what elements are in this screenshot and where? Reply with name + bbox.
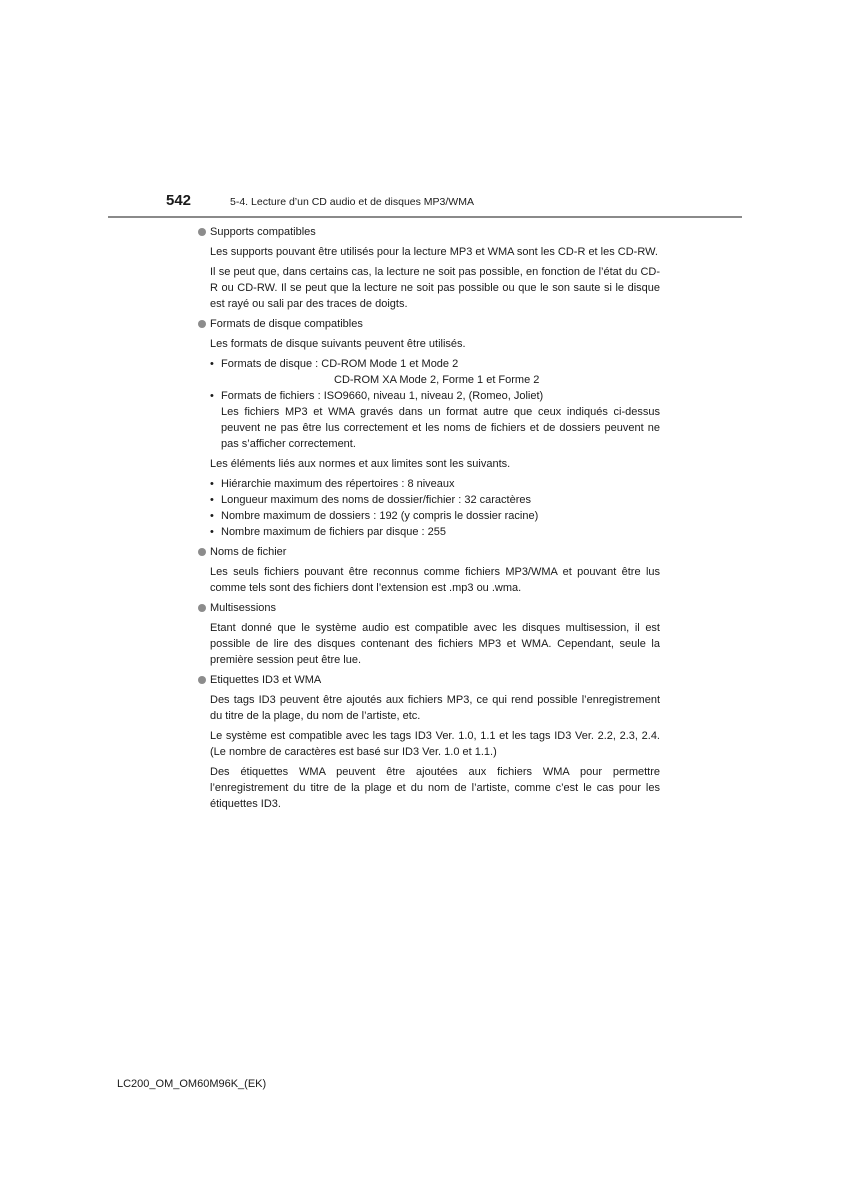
limit-text: Hiérarchie maximum des répertoires : 8 niveaux bbox=[221, 478, 455, 490]
heading-text: Etiquettes ID3 et WMA bbox=[210, 674, 322, 686]
limit-text: Nombre maximum de fichiers par disque : 255 bbox=[221, 526, 446, 538]
limits-list bbox=[198, 476, 660, 540]
file-format-line: Formats de fichiers : ISO9660, niveau 1, niveau 2, (Romeo, Joliet) bbox=[221, 390, 544, 402]
page-header bbox=[0, 192, 848, 218]
small-bullet-icon: • bbox=[210, 494, 214, 506]
heading-text: Supports compatibles bbox=[210, 226, 316, 238]
small-bullet-icon: • bbox=[210, 478, 214, 490]
circle-bullet-icon bbox=[198, 676, 206, 684]
list-item bbox=[210, 476, 660, 492]
list-item bbox=[210, 524, 660, 540]
circle-bullet-icon bbox=[198, 320, 206, 328]
section-heading-filenames bbox=[198, 544, 660, 560]
list-item bbox=[210, 492, 660, 508]
footer-doc-code: LC200_OM_OM60M96K_(EK) bbox=[117, 1078, 267, 1090]
paragraph: Les éléments liés aux normes et aux limites sont les suivants. bbox=[210, 458, 511, 470]
list-item bbox=[210, 356, 660, 388]
paragraph: Il se peut que, dans certains cas, la lecture ne soit pas possible, en fonction de l’état du CD-R ou CD-RW. Il se peut que la lecture ne soit pas possible ou que le son saute si le disque est rayé ou sali par des traces de doigts. bbox=[210, 266, 660, 310]
small-bullet-icon: • bbox=[210, 358, 214, 370]
small-bullet-icon: • bbox=[210, 390, 214, 402]
formats-list bbox=[198, 356, 660, 452]
small-bullet-icon: • bbox=[210, 526, 214, 538]
header-divider bbox=[108, 216, 742, 218]
disk-format-value: CD-ROM Mode 1 et Mode 2 bbox=[321, 358, 459, 370]
section-heading-formats bbox=[198, 316, 660, 332]
list-item bbox=[210, 508, 660, 524]
circle-bullet-icon bbox=[198, 604, 206, 612]
circle-bullet-icon bbox=[198, 548, 206, 556]
section-title: 5-4. Lecture d’un CD audio et de disques MP3/WMA bbox=[230, 196, 474, 208]
paragraph: Le système est compatible avec les tags ID3 Ver. 1.0, 1.1 et les tags ID3 Ver. 2.2, 2.3, 2.4. (Le nombre de caractères est basé sur ID3 Ver. 1.0 et 1.1.) bbox=[210, 730, 660, 758]
disk-format-label: Formats de disque : bbox=[221, 358, 322, 370]
limit-text: Nombre maximum de dossiers : 192 (y compris le dossier racine) bbox=[221, 510, 539, 522]
circle-bullet-icon bbox=[198, 228, 206, 236]
section-heading-tags bbox=[198, 672, 660, 688]
page-content bbox=[198, 224, 660, 816]
heading-text: Noms de fichier bbox=[210, 546, 287, 558]
disk-format-value: CD-ROM XA Mode 2, Forme 1 et Forme 2 bbox=[334, 374, 540, 386]
paragraph: Les supports pouvant être utilisés pour la lecture MP3 et WMA sont les CD-R et les CD-RW. bbox=[210, 246, 658, 258]
list-item bbox=[210, 388, 660, 452]
page-number: 542 bbox=[166, 192, 192, 209]
section-heading-supports bbox=[198, 224, 660, 240]
paragraph: Les seuls fichiers pouvant être reconnus comme fichiers MP3/WMA et pouvant être lus comme tels sont des fichiers dont l’extension est .mp3 ou .wma. bbox=[210, 566, 660, 594]
paragraph: Etant donné que le système audio est compatible avec les disques multisession, il est possible de lire des disques contenant des fichiers MP3 et WMA. Cependant, seule la première session peut être lue. bbox=[210, 622, 660, 666]
small-bullet-icon: • bbox=[210, 510, 214, 522]
paragraph: Des tags ID3 peuvent être ajoutés aux fichiers MP3, ce qui rend possible l’enregistrement du titre de la plage, du nom de l’artiste, etc. bbox=[210, 694, 660, 722]
paragraph: Des étiquettes WMA peuvent être ajoutées aux fichiers WMA pour permettre l’enregistrement du titre de la plage et du nom de l’artiste, comme c’est le cas pour les étiquettes ID3. bbox=[210, 766, 660, 810]
heading-text: Formats de disque compatibles bbox=[210, 318, 363, 330]
file-format-note: Les fichiers MP3 et WMA gravés dans un format autre que ceux indiqués ci-dessus peuvent ne pas être lus correctement et les noms de fichiers et de dossiers peuvent ne pas s’afficher correctement. bbox=[221, 406, 660, 450]
section-heading-multisessions bbox=[198, 600, 660, 616]
heading-text: Multisessions bbox=[210, 602, 277, 614]
paragraph: Les formats de disque suivants peuvent être utilisés. bbox=[210, 338, 466, 350]
limit-text: Longueur maximum des noms de dossier/fichier : 32 caractères bbox=[221, 494, 531, 506]
